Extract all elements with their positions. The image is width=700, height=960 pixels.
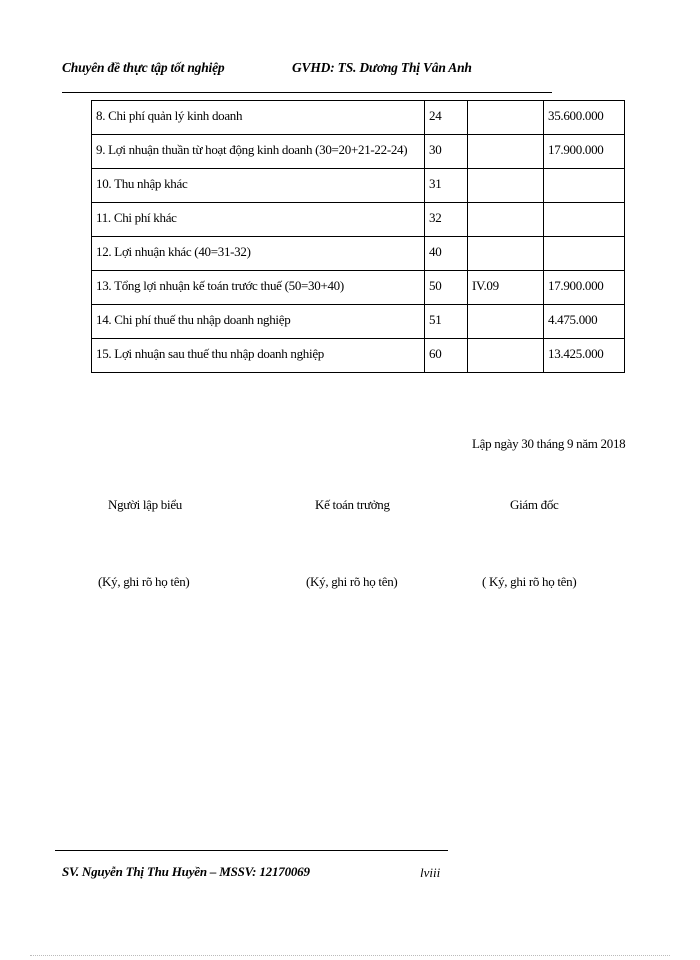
row-note — [468, 203, 544, 237]
page-number: lviii — [420, 865, 441, 880]
table-row — [92, 203, 625, 237]
row-code: 30 — [425, 135, 468, 169]
row-item: 9. Lợi nhuận thuần từ hoạt động kinh doanh (30=20+21-22-24) — [92, 135, 425, 169]
row-code: 40 — [425, 237, 468, 271]
row-code: 51 — [425, 305, 468, 339]
header-topic: Chuyên đề thực tập tốt nghiệp — [62, 60, 225, 75]
row-code: 31 — [425, 169, 468, 203]
row-value — [544, 203, 625, 237]
footer-divider — [55, 850, 448, 851]
row-code: 60 — [425, 339, 468, 373]
signature-note-chief-accountant: (Ký, ghi rõ họ tên) — [306, 574, 398, 589]
page-header — [62, 60, 562, 84]
row-note — [468, 339, 544, 373]
table-row — [92, 237, 625, 271]
signature-title-preparer: Người lập biểu — [108, 497, 182, 512]
row-value: 17.900.000 — [544, 135, 625, 169]
table-row — [92, 271, 625, 305]
row-value: 17.900.000 — [544, 271, 625, 305]
row-note — [468, 305, 544, 339]
income-statement-table — [91, 100, 625, 373]
table-row — [92, 339, 625, 373]
row-item: 12. Lợi nhuận khác (40=31-32) — [92, 237, 425, 271]
row-note — [468, 101, 544, 135]
report-date: Lập ngày 30 tháng 9 năm 2018 — [472, 436, 626, 451]
table-row — [92, 305, 625, 339]
row-item: 13. Tổng lợi nhuận kế toán trước thuế (50=30+40) — [92, 271, 425, 305]
row-item: 10. Thu nhập khác — [92, 169, 425, 203]
table-row — [92, 101, 625, 135]
footer-student: SV. Nguyễn Thị Thu Huyền – MSSV: 12170069 — [62, 864, 310, 879]
row-item: 11. Chi phí khác — [92, 203, 425, 237]
signature-title-director: Giám đốc — [510, 497, 559, 512]
row-value — [544, 169, 625, 203]
signature-title-chief-accountant: Kế toán trưởng — [315, 497, 390, 512]
signature-note-preparer: (Ký, ghi rõ họ tên) — [98, 574, 190, 589]
header-divider — [62, 92, 552, 93]
table-row — [92, 169, 625, 203]
row-value: 4.475.000 — [544, 305, 625, 339]
page-edge — [30, 955, 670, 956]
row-code: 24 — [425, 101, 468, 135]
row-value: 35.600.000 — [544, 101, 625, 135]
row-note — [468, 169, 544, 203]
row-note: IV.09 — [468, 271, 544, 305]
row-item: 15. Lợi nhuận sau thuế thu nhập doanh nghiệp — [92, 339, 425, 373]
row-note — [468, 237, 544, 271]
row-code: 32 — [425, 203, 468, 237]
row-item: 8. Chi phí quản lý kinh doanh — [92, 101, 425, 135]
row-code: 50 — [425, 271, 468, 305]
header-supervisor: GVHD: TS. Dương Thị Vân Anh — [292, 60, 472, 75]
row-value — [544, 237, 625, 271]
row-item: 14. Chi phí thuế thu nhập doanh nghiệp — [92, 305, 425, 339]
table-row — [92, 135, 625, 169]
row-note — [468, 135, 544, 169]
row-value: 13.425.000 — [544, 339, 625, 373]
signature-note-director: ( Ký, ghi rõ họ tên) — [482, 574, 577, 589]
